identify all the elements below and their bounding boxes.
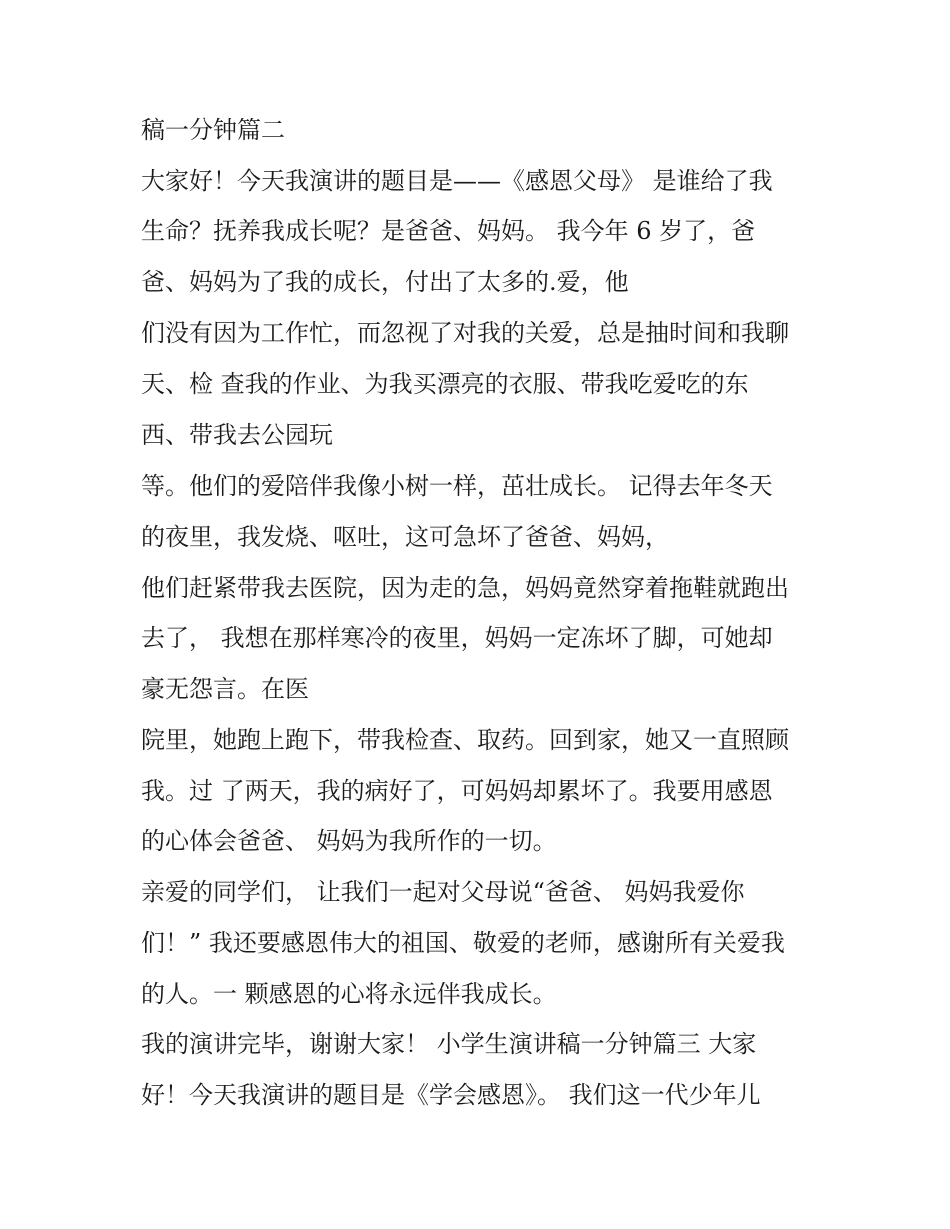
text-line: 我的演讲完毕，谢谢大家！ 小学生演讲稿一分钟篇三 大家	[141, 1030, 757, 1058]
text-line: 去了， 我想在那样寒冷的夜里，妈妈一定冻坏了脚，可她却	[141, 624, 773, 652]
text-line: 亲爱的同学们， 让我们一起对父母说“爸爸、 妈妈我爱你	[141, 878, 745, 906]
text-line: 的夜里，我发烧、呕吐，这可急坏了爸爸、妈妈，	[141, 523, 669, 551]
text-line: 天、检 查我的作业、为我买漂亮的衣服、带我吃爱吃的东	[141, 370, 749, 398]
text-line: 好！今天我演讲的题目是《学会感恩》。 我们这一代少年儿	[141, 1081, 761, 1109]
text-line: 稿一分钟篇二	[141, 116, 285, 144]
text-line: 爸、妈妈为了我的成长，付出了太多的.爱，他	[141, 268, 629, 296]
text-line: 们！” 我还要感恩伟大的祖国、敬爱的老师，感谢所有关爱我	[141, 929, 785, 957]
text-line: 的心体会爸爸、 妈妈为我所作的一切。	[141, 827, 557, 855]
text-line: 等。他们的爱陪伴我像小树一样，茁壮成长。 记得去年冬天	[141, 472, 773, 500]
text-line: 生命？抚养我成长呢？是爸爸、妈妈。 我今年 6 岁了，爸	[141, 217, 756, 245]
text-line: 们没有因为工作忙，而忽视了对我的关爱，总是抽时间和我聊	[141, 319, 789, 347]
text-line: 他们赶紧带我去医院，因为走的急，妈妈竟然穿着拖鞋就跑出	[141, 574, 789, 602]
text-line: 我。过 了两天，我的病好了，可妈妈却累坏了。我要用感恩	[141, 777, 773, 805]
text-line: 西、带我去公园玩	[141, 421, 333, 449]
text-line: 院里，她跑上跑下，带我检查、取药。回到家，她又一直照顾	[141, 726, 789, 754]
text-line: 的人。一 颗感恩的心将永远伴我成长。	[141, 980, 557, 1008]
text-line: 豪无怨言。在医	[141, 675, 309, 703]
text-line: 大家好！今天我演讲的题目是——《感恩父母》 是谁给了我	[141, 167, 773, 195]
